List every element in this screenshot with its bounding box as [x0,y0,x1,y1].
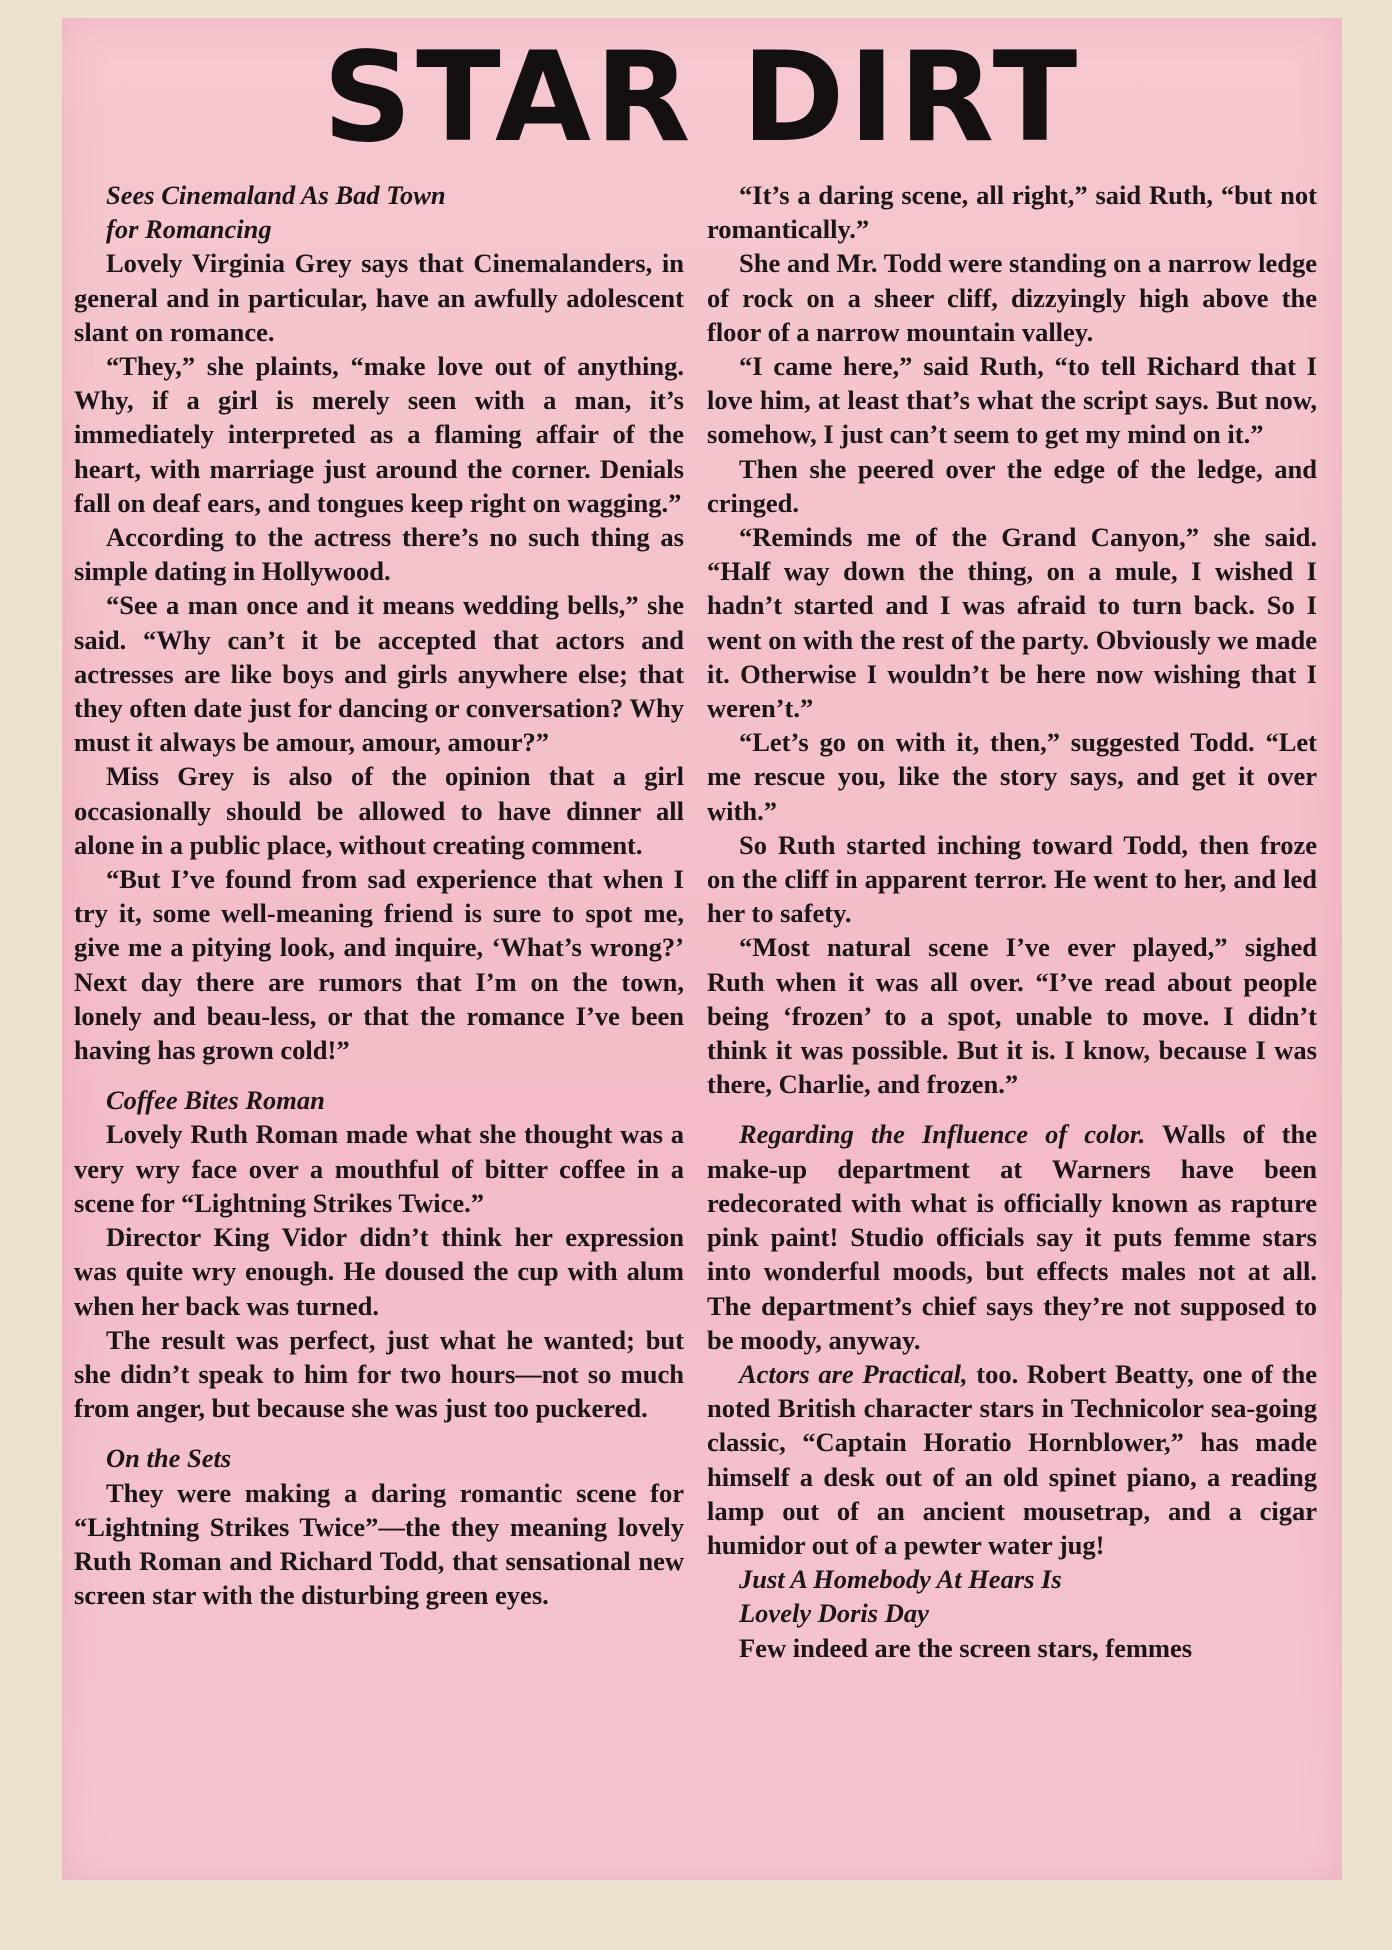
paragraph: “I came here,” said Ruth, “to tell Richard that I love him, at least that’s what the script says. But now, somehow, I just can’t seem to get my mind on it.” [707,351,1317,450]
actors-item [707,1357,1317,1562]
paragraph: “Let’s go on with it, then,” suggested Todd. “Let me rescue you, like the story says, and get it over with.” [707,727,1317,826]
paragraph: Miss Grey is also of the opinion that a girl occasionally should be allowed to have dinner all alone in a public place, without creating comment. [74,761,684,860]
paragraph: Then she peered over the edge of the ledge, and cringed. [707,453,1317,518]
paragraph: “But I’ve found from sad experience that when I try it, some well-meaning friend is sure to spot me, give me a pitying look, and inquire, ‘What’s wrong?’ Next day there are rumors that I’m on the town, lonely and beau-less, or that the romance I’ve been having has grown cold!” [74,864,684,1066]
page-title: STAR DIRT [322,26,1082,170]
paragraph: Few indeed are the screen stars, femmes [739,1632,1193,1663]
item-lead: Actors are Practical, [739,1358,968,1389]
section-heading: Coffee Bites Roman [106,1085,325,1116]
paragraph: Lovely Ruth Roman made what she thought was a very wry face over a mouthful of bitter coffee in a scene for “Lightning Strikes Twice.” [74,1119,684,1218]
item-lead: Regarding the Influence of color. [739,1119,1146,1150]
color-item [707,1117,1317,1356]
left-column [74,178,684,1868]
item-text: too. Robert Beatty, one of the noted British character stars in Technicolor sea-going classic, “Captain Horatio Hornblower,” has made himself a desk out of an old spinet piano, a reading lamp out of an ancient mousetrap, and a cigar humidor out of a pewter water jug! [707,1358,1317,1560]
right-column [707,178,1317,1868]
section-heading: Lovely Doris Day [739,1598,929,1629]
section-heading: for Romancing [106,214,272,245]
paragraph: Lovely Virginia Grey says that Cinemalanders, in general and in particular, have an awfully adolescent slant on romance. [74,248,684,347]
paragraph: “See a man once and it means wedding bells,” she said. “Why can’t it be accepted that actors and actresses are like boys and girls anywhere else; that they often date just for dancing or conversation? Why must it always be amour, amour, amour?” [74,590,684,758]
paragraph: According to the actress there’s no such thing as simple dating in Hollywood. [74,522,684,587]
paragraph: “They,” she plaints, “make love out of anything. Why, if a girl is merely seen with a man, it’s immediately interpreted as a flaming affair of the heart, with marriage just around the corner. Denials fall on deaf ears, and tongues keep right on wagging.” [74,351,684,518]
paragraph: The result was perfect, just what he wanted; but she didn’t speak to him for two hours—not so much from anger, but because she was just too puckered. [74,1324,684,1424]
paragraph: “Most natural scene I’ve ever played,” sighed Ruth when it was all over. “I’ve read about people being ‘frozen’ to a spot, unable to move. I didn’t think it was possible. But it is. I know, because I was there, Charlie, and frozen.” [707,932,1317,1100]
section-heading: Sees Cinemaland As Bad Town [106,180,446,210]
magazine-page [62,18,1342,1880]
paragraph: So Ruth started inching toward Todd, then froze on the cliff in apparent terror. He went to her, and led her to safety. [707,829,1317,929]
paragraph: She and Mr. Todd were standing on a narrow ledge of rock on a sheer cliff, dizzyingly high above the floor of a narrow mountain valley. [707,248,1317,347]
paragraph: “It’s a daring scene, all right,” said Ruth, “but not romantically.” [707,180,1317,245]
section-heading: Just A Homebody At Hears Is [739,1564,1062,1595]
paragraph: They were making a daring romantic scene for “Lightning Strikes Twice”—the they meaning lovely Ruth Roman and Richard Todd, that sensational new screen star with the disturbing green eyes. [74,1477,684,1611]
section-heading: On the Sets [106,1443,232,1474]
paragraph: Director King Vidor didn’t think her expression was quite wry enough. He doused the cup with alum when her back was turned. [74,1222,684,1321]
paragraph: “Reminds me of the Grand Canyon,” she said. “Half way down the thing, on a mule, I wished I hadn’t started and I was afraid to turn back. So I went on with the rest of the party. Obviously we made it. Otherwise I wouldn’t be here now wishing that I weren’t.” [707,522,1317,724]
item-text: Walls of the make-up department at Warners have been redecorated with what is officially known as rapture pink paint! Studio officials say it puts femme stars into wonderful moods, but effects males not at all. The department’s chief says they’re not supposed to be moody, anyway. [707,1119,1317,1355]
